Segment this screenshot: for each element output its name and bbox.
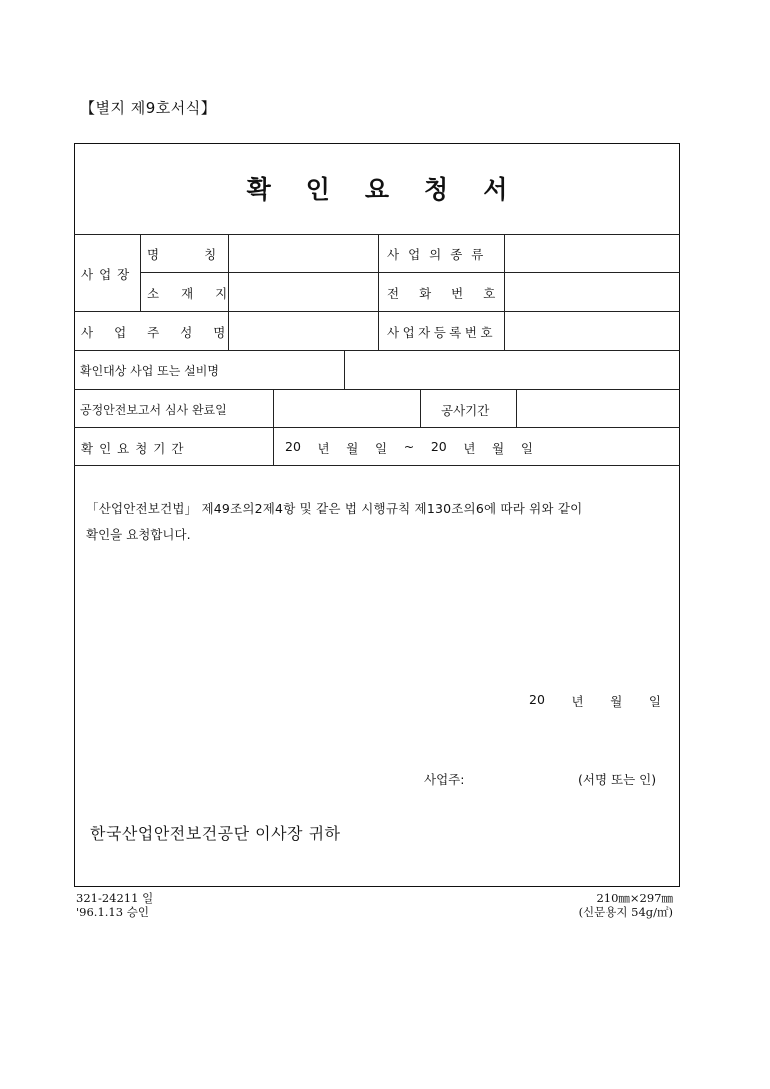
to-year-unit: 년 [463, 441, 476, 456]
label-phone: 전화번호 [387, 286, 516, 301]
to-day-unit: 일 [520, 441, 533, 456]
col-divider [140, 234, 141, 311]
col-divider [420, 389, 421, 427]
from-year-unit: 년 [317, 441, 330, 456]
label-name: 명칭 [147, 247, 262, 262]
row-divider [74, 465, 680, 466]
signer-label: 사업주: [424, 772, 465, 787]
form-code: 321-24211 일 [76, 891, 154, 905]
addressee: 한국산업안전보건공단 이사장 귀하 [90, 824, 341, 843]
request-date [529, 692, 661, 710]
to-year: 20 [430, 439, 447, 454]
form-title: 확인요청서 [246, 175, 543, 204]
col-divider [516, 389, 517, 427]
col-divider [273, 389, 274, 465]
row-divider [140, 272, 680, 273]
label-construction-period: 공사기간 [441, 403, 490, 418]
label-target-facility: 확인대상 사업 또는 설비명 [80, 364, 219, 378]
request-period-value [285, 439, 533, 457]
label-location: 소재지 [147, 286, 250, 301]
statement-line-2: 확인을 요청합니다. [86, 527, 191, 542]
to-month-unit: 월 [492, 441, 505, 456]
label-business-place: 사업장 [81, 267, 136, 282]
paper-size: 210㎜×297㎜ [596, 891, 673, 905]
label-business-type: 사업의종류 [387, 247, 493, 262]
from-day-unit: 일 [374, 441, 388, 456]
date-month-unit: 월 [610, 694, 623, 709]
label-review-date: 공정안전보고서 심사 완료일 [80, 403, 227, 417]
date-year-unit: 년 [571, 694, 584, 709]
form-number: 【별지 제9호서식】 [80, 99, 217, 117]
col-divider [378, 234, 379, 350]
statement-line-1: 「산업안전보건법」 제49조의2제4항 및 같은 법 시행규칙 제130조의6에 따라 위와 같이 [86, 501, 583, 516]
col-divider [344, 350, 345, 389]
row-divider [74, 234, 680, 235]
range-tilde: ~ [403, 439, 415, 454]
row-divider [74, 350, 680, 351]
row-divider [74, 311, 680, 312]
label-owner-name: 사업주성명 [81, 325, 247, 340]
label-request-period: 확인요청기간 [81, 441, 190, 456]
request-statement [86, 496, 666, 548]
date-day-unit: 일 [648, 694, 661, 709]
date-year-prefix: 20 [529, 692, 545, 707]
label-registration-number: 사업자등록번호 [387, 325, 497, 340]
from-year: 20 [285, 439, 301, 454]
paper-type: (신문용지 54g/㎡) [578, 905, 673, 919]
row-divider [74, 389, 680, 390]
signature-note: (서명 또는 인) [578, 772, 657, 787]
row-divider [74, 427, 680, 428]
approval-date: '96.1.13 승인 [76, 905, 149, 919]
from-month-unit: 월 [346, 441, 359, 456]
